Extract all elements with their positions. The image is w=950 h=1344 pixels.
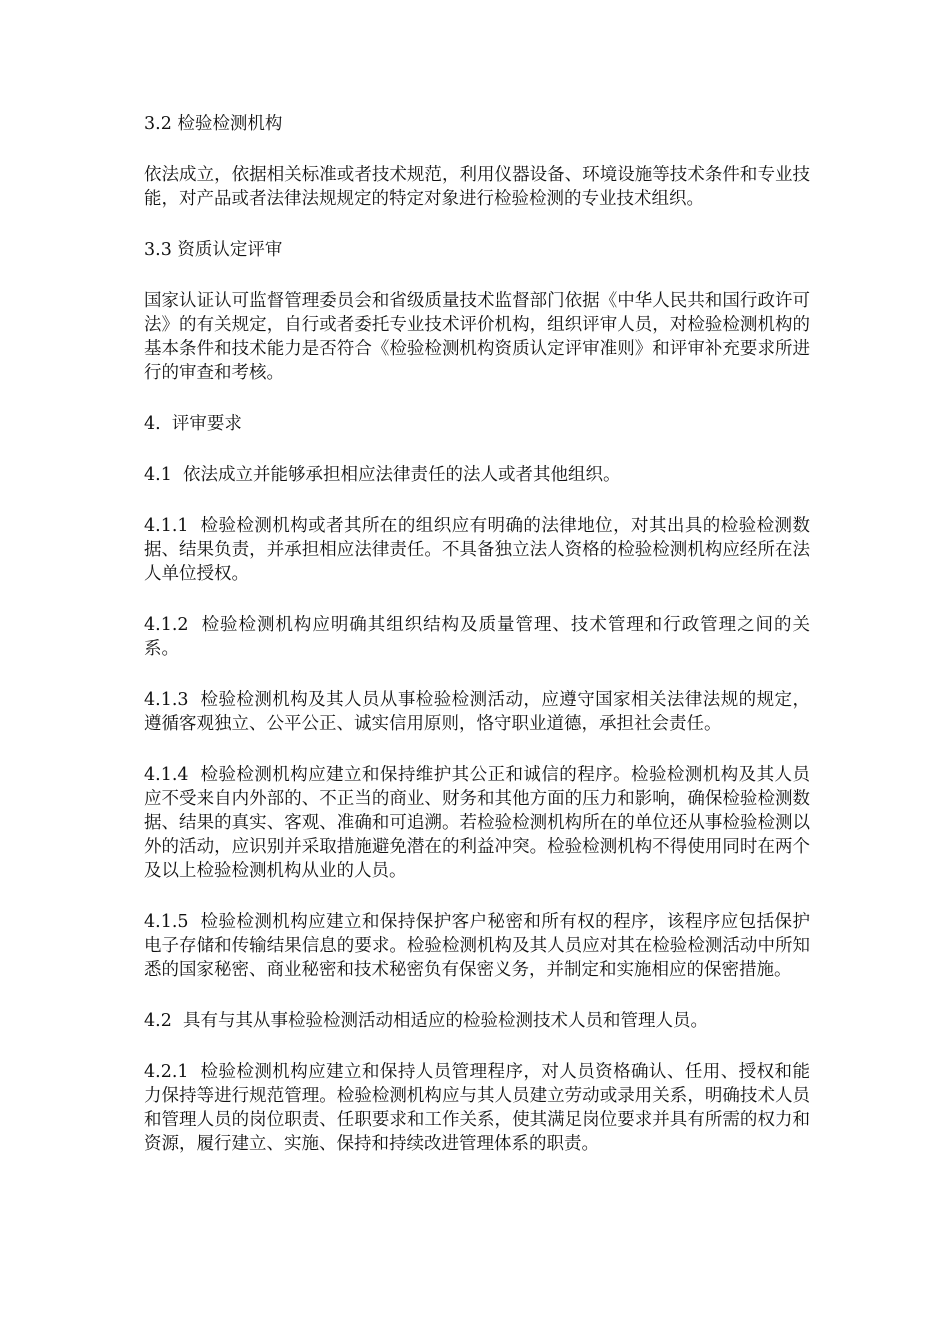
section-3-3-heading: 3.3 资质认定评审 [144,240,283,260]
clause-4-1-2: 4.1.2 检验检测机构应明确其组织结构及质量管理、技术管理和行政管理之间的关系。 [144,615,810,659]
clause-4-1-5: 4.1.5 检验检测机构应建立和保持保护客户秘密和所有权的程序，该程序应包括保护电子存储和传输结果信息的要求。检验检测机构及其人员应对其在检验检测活动中所知悉的国家秘密、商业秘密和技术秘密负有保密义务，并制定和实施相应的保密措施。 [144,912,810,980]
section-3-2-definition: 依法成立，依据相关标准或者技术规范，利用仪器设备、环境设施等技术条件和专业技能，对产品或者法律法规规定的特定对象进行检验检测的专业技术组织。 [144,165,810,209]
section-3-2-heading: 3.2 检验检测机构 [144,114,283,134]
clause-4-1-1: 4.1.1 检验检测机构或者其所在的组织应有明确的法律地位，对其出具的检验检测数据、结果负责，并承担相应法律责任。不具备独立法人资格的检验检测机构应经所在法人单位授权。 [144,516,810,584]
clause-4-1-4: 4.1.4 检验检测机构应建立和保持维护其公正和诚信的程序。检验检测机构及其人员应不受来自内外部的、不正当的商业、财务和其他方面的压力和影响，确保检验检测数据、结果的真实、客观、准确和可追溯。若检验检测机构所在的单位还从事检验检测以外的活动，应识别并采取措施避免潜在的利益冲突。检验检测机构不得使用同时在两个及以上检验检测机构从业的人员。 [144,765,810,881]
clause-4-1: 4.1 依法成立并能够承担相应法律责任的法人或者其他组织。 [144,465,621,485]
document-page [144,112,810,1183]
section-4-heading: 4. 评审要求 [144,414,242,434]
section-3-3-definition: 国家认证认可监督管理委员会和省级质量技术监督部门依据《中华人民共和国行政许可法》的有关规定，自行或者委托专业技术评价机构，组织评审人员，对检验检测机构的基本条件和技术能力是否符合《检验检测机构资质认定评审准则》和评审补充要求所进行的审查和考核。 [144,291,810,383]
clause-4-2: 4.2 具有与其从事检验检测活动相适应的检验检测技术人员和管理人员。 [144,1011,708,1031]
clause-4-2-1: 4.2.1 检验检测机构应建立和保持人员管理程序，对人员资格确认、任用、授权和能力保持等进行规范管理。检验检测机构应与其人员建立劳动或录用关系，明确技术人员和管理人员的岗位职责、任职要求和工作关系，使其满足岗位要求并具有所需的权力和资源，履行建立、实施、保持和持续改进管理体系的职责。 [144,1062,810,1154]
clause-4-1-3: 4.1.3 检验检测机构及其人员从事检验检测活动，应遵守国家相关法律法规的规定，遵循客观独立、公平公正、诚实信用原则，恪守职业道德，承担社会责任。 [144,690,810,734]
